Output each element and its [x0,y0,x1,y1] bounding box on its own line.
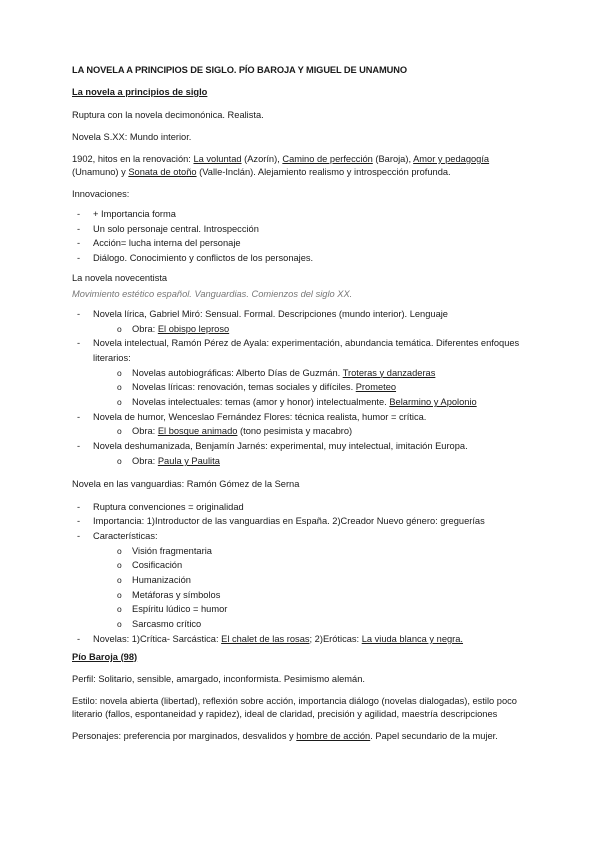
text: Personajes: preferencia por marginados, desvalidos y [72,730,297,741]
novecentista-list [72,307,532,469]
book-title: La viuda blanca y negra. [361,633,464,644]
list-item-humor [72,410,532,439]
vanguardias-list [72,500,532,647]
book-title: El bosque animado [157,426,238,437]
text: Novelas autobiográficas: Alberto Días de Guzmán. [132,367,343,378]
book-title: Troteras y danzaderas [342,367,436,378]
sublist [72,424,532,439]
list-item: - Un solo personaje central. Introspección [72,222,532,237]
text: 1902, hitos en la renovación: [72,154,194,164]
list-item-lirica [72,307,532,336]
section-heading-vanguardias: Novela en las vanguardias: Ramón Gómez de la Serna [72,478,300,489]
document-title: LA NOVELA A PRINCIPIOS DE SIGLO. PÍO BAROJA Y MIGUEL DE UNAMUNO [72,65,407,75]
book-title-sonata-otono: Sonata de otoño [128,167,197,177]
list-item: o Sarcasmo crítico [72,617,532,632]
paragraph-novela-sxx: Novela S.XX: Mundo interior. [72,132,192,142]
text: Novelas líricas: renovación, temas sociales y difíciles. [132,382,356,393]
section-heading-novela-principios: La novela a principios de siglo [72,87,208,97]
text: Obra: [132,323,158,334]
list-item [72,380,532,395]
list-item: o Humanización [72,573,532,588]
section-heading-novecentista: La novela novecentista [72,272,168,283]
text: Novela deshumanizada, Benjamín Jarnés: experimental, muy intelectual, imitación Europa. [93,441,468,452]
book-title-camino-perfeccion: Camino de perfección [282,154,373,164]
text: Novelas intelectuales: temas (amor y honor) intelectualmente. [132,397,390,408]
subheading-movimiento: Movimiento estético español. Vanguardias. Comienzos del siglo XX. [72,288,353,299]
sublist [72,322,532,337]
text: (Unamuno) y [72,167,129,177]
book-title-amor-pedagogia: Amor y pedagogía [413,154,490,164]
list-item [72,322,532,337]
list-item: - Acción= lucha interna del personaje [72,236,532,251]
text: (Baroja), [372,154,414,164]
sublist [72,454,532,469]
innovaciones-list [72,207,532,266]
book-title: El chalet de las rosas [221,633,310,644]
paragraph-ruptura: Ruptura con la novela decimonónica. Realista. [72,110,264,120]
section-heading-pio-baroja: Pío Baroja (98) [72,651,138,662]
list-item: o Metáforas y símbolos [72,588,532,603]
innovaciones-label: Innovaciones: [72,189,130,199]
list-item [72,395,532,410]
text: Novela intelectual, Ramón Pérez de Ayala: experimentación, abundancia temática. Diferentes enfoques literarios: [93,338,520,363]
underlined-term: hombre de acción [296,730,371,741]
text: (tono pesimista y macabro) [237,426,353,437]
paragraph-hitos-1902 [72,153,532,179]
list-item [72,424,532,439]
book-title: Prometeo [355,382,397,393]
document-page [72,64,532,752]
text: (Valle-Inclán). Alejamiento realismo y introspección profunda. [196,167,451,177]
text: Novela de humor, Wenceslao Fernández Flores: técnica realista, humor = crítica. [93,411,427,422]
caracteristicas-sublist [72,544,532,632]
book-title: Belarmino y Apolonio [389,397,477,408]
list-item-intelectual [72,336,532,410]
list-item: o Cosificación [72,558,532,573]
list-item [72,454,532,469]
book-title-la-voluntad: La voluntad [193,154,242,164]
text: Obra: [132,455,158,466]
list-item-novelas [72,632,532,647]
text: . Papel secundario de la mujer. [370,730,498,741]
list-item-deshumanizada [72,439,532,468]
paragraph-personajes [72,730,532,743]
paragraph-estilo: Estilo: novela abierta (libertad), reflexión sobre acción, importancia diálogo (novelas dialogadas), estilo poco literario (fallos, espontaneidad y rapidez), ideal de claridad, precisión y agilidad, maestría descripciones [72,695,517,719]
list-item-caracteristicas [72,529,532,632]
text: ; 2)Eróticas: [309,633,362,644]
text: (Azorín), [241,154,283,164]
sublist [72,366,532,410]
list-item: o Visión fragmentaria [72,544,532,559]
text: Novela lírica, Gabriel Miró: Sensual. Formal. Descripciones (mundo interior). Lenguaje [93,308,448,319]
list-item: - + Importancia forma [72,207,532,222]
paragraph-perfil: Perfil: Solitario, sensible, amargado, inconformista. Pesimismo alemán. [72,673,365,684]
list-item: - Importancia: 1)Introductor de las vanguardias en España. 2)Creador Nuevo género: greguerías [72,514,532,529]
list-item: o Espíritu lúdico = humor [72,602,532,617]
text: Novelas: 1)Crítica- Sarcástica: [93,633,222,644]
list-item: - Ruptura convenciones = originalidad [72,500,532,515]
book-title: Paula y Paulita [157,455,220,466]
list-item: - Diálogo. Conocimiento y conflictos de los personajes. [72,251,532,266]
text: Características: [93,530,158,541]
text: Obra: [132,426,158,437]
book-title: El obispo leproso [157,323,230,334]
list-item [72,366,532,381]
